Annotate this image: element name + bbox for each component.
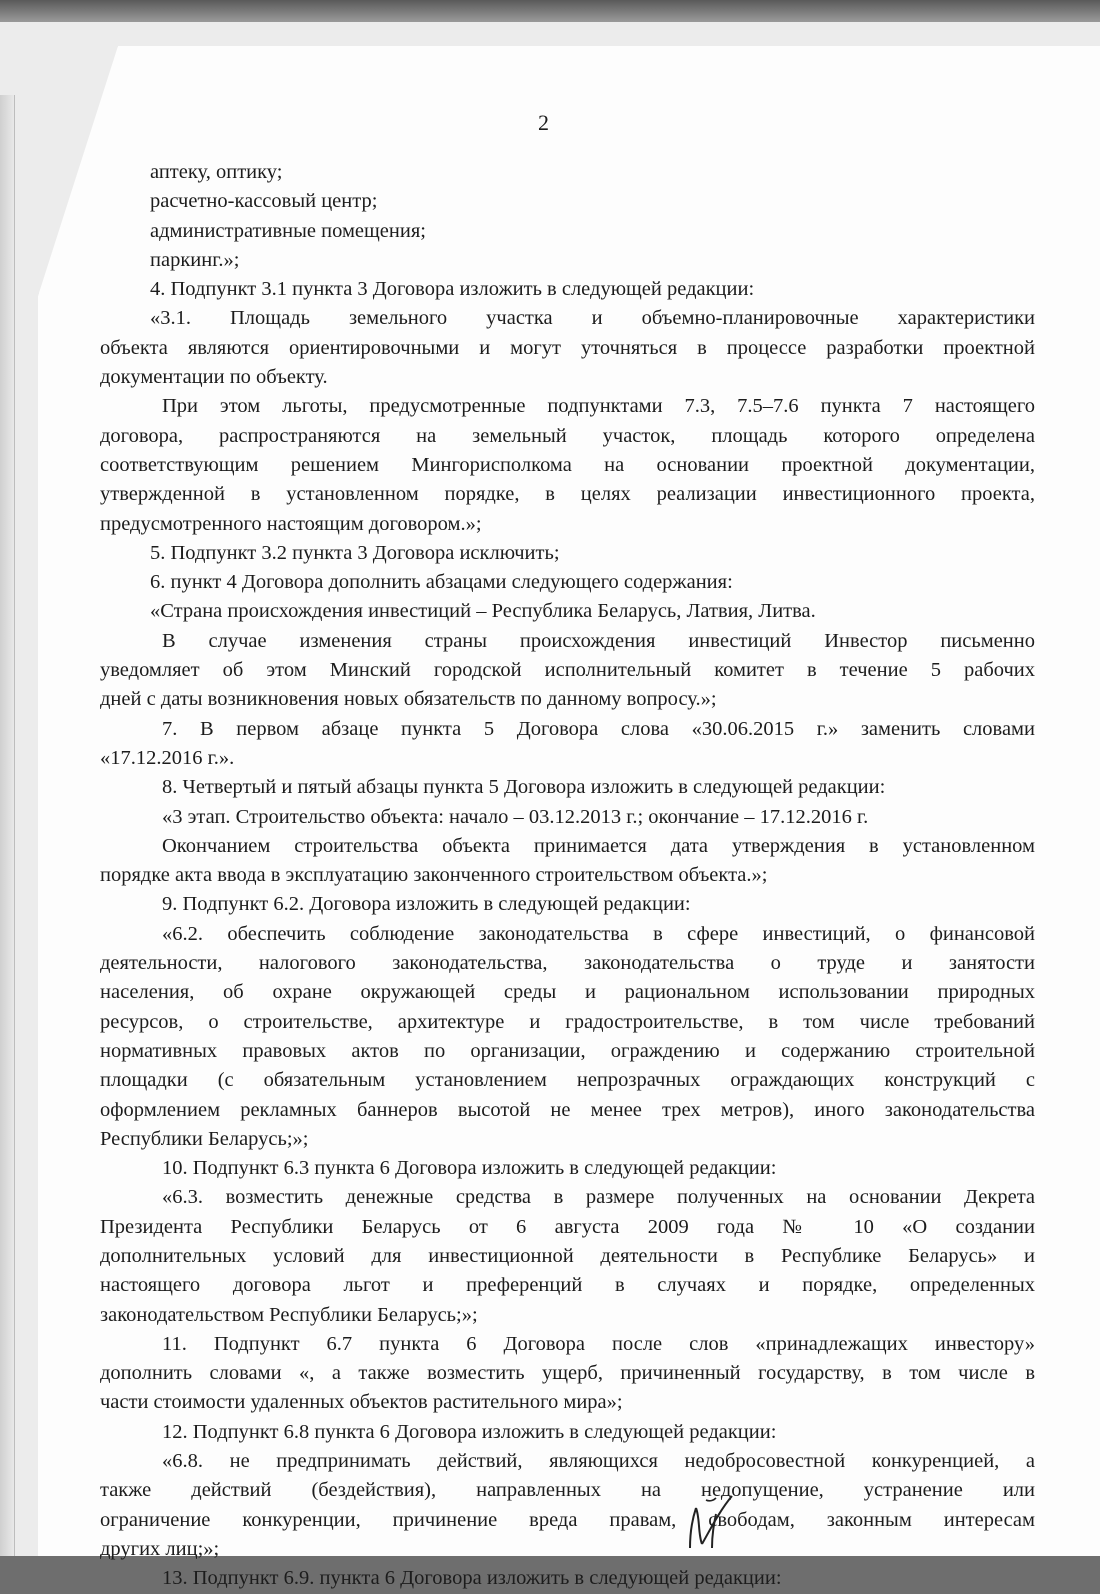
text-line: части стоимости удаленных объектов растительного мира»; — [100, 1391, 623, 1414]
text-line: 11. Подпункт 6.7 пункта 6 Договора после слов «принадлежащих инвестору» — [162, 1332, 1035, 1355]
text-line: дополнительных условий для инвестиционной деятельности в Республике Беларусь» и — [100, 1244, 1035, 1267]
text-line: 5. Подпункт 3.2 пункта 3 Договора исключить; — [150, 541, 560, 564]
page-number: 2 — [538, 110, 549, 135]
text-line: «3 этап. Строительство объекта: начало – 03.12.2013 г.; окончание – 17.12.2016 г. — [162, 805, 869, 828]
text-line: «3.1. Площадь земельного участка и объемно-планировочные характеристики — [150, 307, 1035, 330]
text-line: ограничение конкуренции, причинение вреда правам, свободам, законным интересам — [100, 1508, 1035, 1531]
text-line: 6. пункт 4 Договора дополнить абзацами следующего содержания: — [150, 571, 733, 594]
text-line: также действий (бездействия), направленных на недопущение, устранение или — [100, 1479, 1035, 1502]
text-line: паркинг.»; — [150, 248, 240, 271]
text-line: документации по объекту. — [100, 366, 328, 389]
text-line: порядке акта ввода в эксплуатацию законченного строительством объекта.»; — [100, 864, 768, 887]
text-line: Республики Беларусь;»; — [100, 1127, 309, 1150]
text-line: соответствующим решением Мингорисполкома на основании проектной документации, — [100, 453, 1035, 476]
text-line: 9. Подпункт 6.2. Договора изложить в следующей редакции: — [162, 893, 691, 916]
text-line: «Страна происхождения инвестиций – Республика Беларусь, Латвия, Литва. — [150, 600, 816, 623]
text-line: площадки (с обязательным установлением непрозрачных ограждающих конструкций с — [100, 1069, 1035, 1092]
text-line: деятельности, налогового законодательства, законодательства о труде и занятости — [100, 952, 1035, 975]
body-text — [100, 158, 1035, 1594]
text-line: «6.3. возместить денежные средства в размере полученных на основании Декрета — [162, 1186, 1035, 1209]
text-line: настоящего договора льгот и преференций в случаях и порядке, определенных — [100, 1274, 1035, 1297]
text-line: 4. Подпункт 3.1 пункта 3 Договора изложить в следующей редакции: — [150, 278, 755, 301]
handwritten-signature — [676, 1494, 740, 1554]
text-line: договора, распространяются на земельный участок, площадь которого определена — [100, 424, 1035, 447]
text-line: «6.2. обеспечить соблюдение законодательства в сфере инвестиций, о финансовой — [162, 922, 1035, 945]
text-line: В случае изменения страны происхождения инвестиций Инвестор письменно — [162, 629, 1035, 652]
text-line: «17.12.2016 г.». — [100, 746, 235, 769]
text-line: других лиц;»; — [100, 1537, 220, 1560]
text-line: расчетно-кассовый центр; — [150, 190, 378, 213]
text-line: нормативных правовых актов по организации, ограждению и содержанию строительной — [100, 1039, 1035, 1062]
back-sheet-edge — [0, 95, 15, 1556]
text-line: Президента Республики Беларусь от 6 августа 2009 года № 10 «О создании — [100, 1215, 1035, 1238]
text-line: предусмотренного настоящим договором.»; — [100, 512, 482, 535]
text-line: аптеку, оптику; — [150, 161, 283, 183]
text-line: 12. Подпункт 6.8 пункта 6 Договора изложить в следующей редакции: — [162, 1420, 777, 1443]
text-line: 8. Четвертый и пятый абзацы пункта 5 Договора изложить в следующей редакции: — [162, 776, 886, 799]
text-line: 13. Подпункт 6.9. пункта 6 Договора изложить в следующей редакции: — [162, 1567, 782, 1590]
text-line: «6.8. не предпринимать действий, являющихся недобросовестной конкуренцией, а — [162, 1450, 1035, 1473]
text-line: ресурсов, о строительстве, архитектуре и градостроительстве, в том числе требований — [100, 1010, 1035, 1033]
text-line: Окончанием строительства объекта принимается дата утверждения в установленном — [162, 834, 1035, 857]
text-line: дней с даты возникновения новых обязательств по данному вопросу.»; — [100, 688, 717, 711]
text-line: дополнить словами «, а также возместить ущерб, причиненный государству, в том числе в — [100, 1362, 1035, 1385]
text-line: 10. Подпункт 6.3 пункта 6 Договора изложить в следующей редакции: — [162, 1157, 777, 1180]
text-line: законодательством Республики Беларусь;»; — [100, 1303, 478, 1326]
text-line: При этом льготы, предусмотренные подпунктами 7.3, 7.5–7.6 пункта 7 настоящего — [162, 395, 1035, 418]
text-line: административные помещения; — [150, 219, 426, 242]
text-line: утвержденной в установленном порядке, в целях реализации инвестиционного проекта, — [100, 483, 1035, 506]
text-line: 7. В первом абзаце пункта 5 Договора слова «30.06.2015 г.» заменить словами — [162, 717, 1035, 740]
text-line: уведомляет об этом Минский городской исполнительный комитет в течение 5 рабочих — [100, 659, 1035, 682]
text-line: объекта являются ориентировочными и могут уточняться в процессе разработки проектной — [100, 336, 1035, 359]
text-line: оформлением рекламных баннеров высотой не менее трех метров), иного законодательства — [100, 1098, 1035, 1121]
text-line: населения, об охране окружающей среды и рациональном использовании природных — [100, 981, 1035, 1004]
